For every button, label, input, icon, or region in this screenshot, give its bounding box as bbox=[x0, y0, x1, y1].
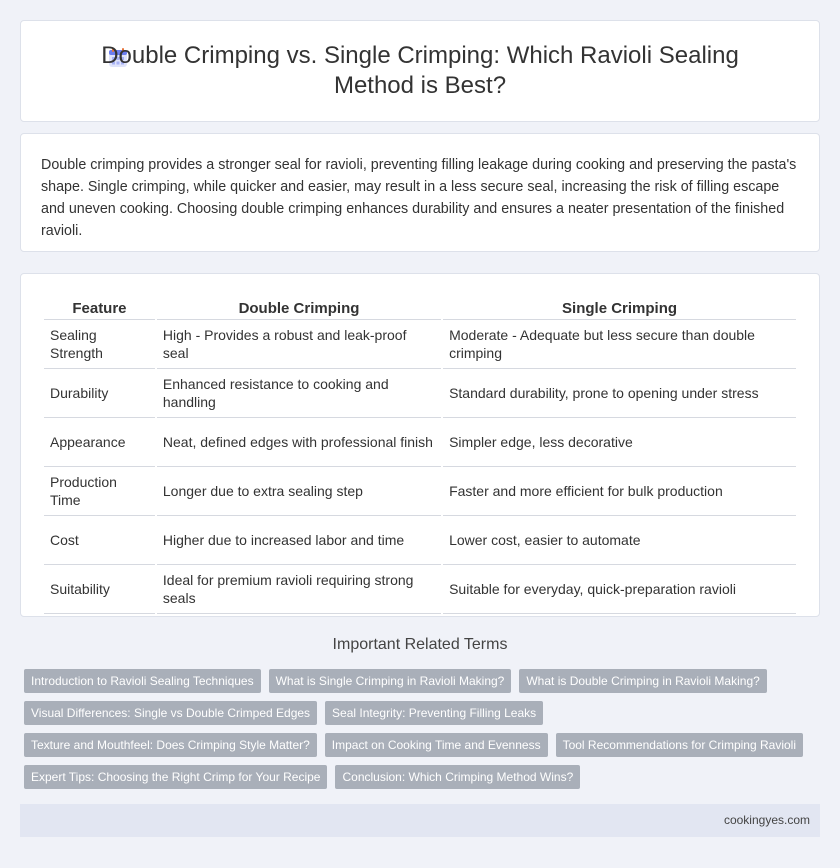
double-crimping-cell: Ideal for premium ravioli requiring strong seals bbox=[157, 565, 441, 614]
header-feature: Feature bbox=[44, 293, 155, 320]
table-row bbox=[44, 369, 796, 418]
related-term-tag[interactable]: Tool Recommendations for Crimping Ravioli bbox=[556, 733, 803, 757]
related-term-tag[interactable]: What is Single Crimping in Ravioli Making? bbox=[269, 669, 512, 693]
related-term-tag[interactable]: Impact on Cooking Time and Evenness bbox=[325, 733, 548, 757]
feature-cell: Sealing Strength bbox=[44, 320, 155, 369]
related-term-tag[interactable]: Seal Integrity: Preventing Filling Leaks bbox=[325, 701, 543, 725]
single-crimping-cell: Suitable for everyday, quick-preparation ravioli bbox=[443, 565, 796, 614]
comparison-table bbox=[42, 293, 798, 614]
title-card bbox=[20, 20, 820, 122]
double-crimping-cell: Longer due to extra sealing step bbox=[157, 467, 441, 516]
tag-row bbox=[24, 765, 824, 789]
related-terms-heading: Important Related Terms bbox=[332, 636, 508, 653]
tag-row bbox=[24, 669, 824, 693]
single-crimping-cell: Standard durability, prone to opening under stress bbox=[443, 369, 796, 418]
table-row bbox=[44, 516, 796, 565]
table-header-row bbox=[44, 293, 796, 320]
single-crimping-cell: Moderate - Adequate but less secure than double crimping bbox=[443, 320, 796, 369]
table-row bbox=[44, 320, 796, 369]
double-crimping-cell: Higher due to increased labor and time bbox=[157, 516, 441, 565]
related-term-tag[interactable]: Introduction to Ravioli Sealing Techniques bbox=[24, 669, 261, 693]
header-single-crimping: Single Crimping bbox=[443, 293, 796, 320]
double-crimping-cell: Enhanced resistance to cooking and handling bbox=[157, 369, 441, 418]
related-term-tag[interactable]: Conclusion: Which Crimping Method Wins? bbox=[335, 765, 580, 789]
related-terms-list bbox=[24, 669, 824, 797]
double-crimping-cell: Neat, defined edges with professional finish bbox=[157, 418, 441, 467]
related-term-tag[interactable]: Visual Differences: Single vs Double Crimped Edges bbox=[24, 701, 317, 725]
page-title: Double Crimping vs. Single Crimping: Which Ravioli Sealing Method is Best? bbox=[101, 42, 739, 99]
tag-row bbox=[24, 701, 824, 725]
table-row bbox=[44, 418, 796, 467]
feature-cell: Production Time bbox=[44, 467, 155, 516]
header-double-crimping: Double Crimping bbox=[157, 293, 441, 320]
table-row bbox=[44, 467, 796, 516]
single-crimping-cell: Simpler edge, less decorative bbox=[443, 418, 796, 467]
related-term-tag[interactable]: Texture and Mouthfeel: Does Crimping Style Matter? bbox=[24, 733, 317, 757]
intro-card bbox=[20, 133, 820, 252]
related-term-tag[interactable]: What is Double Crimping in Ravioli Making? bbox=[519, 669, 766, 693]
footer-site-link[interactable]: cookingyes.com bbox=[723, 813, 810, 827]
intro-text: Double crimping provides a stronger seal for ravioli, preventing filling leakage during cooking and preserving the pasta's shape. Single crimping, while quicker and easier, may result in a less secure seal, increasing the risk of filling escape and uneven cooking. Choosing double crimping enhances durability and ensures a neater presentation of the finished ravioli. bbox=[41, 157, 797, 239]
footer bbox=[20, 804, 820, 837]
feature-cell: Durability bbox=[44, 369, 155, 418]
feature-cell: Appearance bbox=[44, 418, 155, 467]
single-crimping-cell: Lower cost, easier to automate bbox=[443, 516, 796, 565]
feature-cell: Suitability bbox=[44, 565, 155, 614]
single-crimping-cell: Faster and more efficient for bulk production bbox=[443, 467, 796, 516]
comparison-table-card bbox=[20, 273, 820, 617]
table-row bbox=[44, 565, 796, 614]
related-term-tag[interactable]: Expert Tips: Choosing the Right Crimp for Your Recipe bbox=[24, 765, 327, 789]
tag-row bbox=[24, 733, 824, 757]
double-crimping-cell: High - Provides a robust and leak-proof seal bbox=[157, 320, 441, 369]
feature-cell: Cost bbox=[44, 516, 155, 565]
